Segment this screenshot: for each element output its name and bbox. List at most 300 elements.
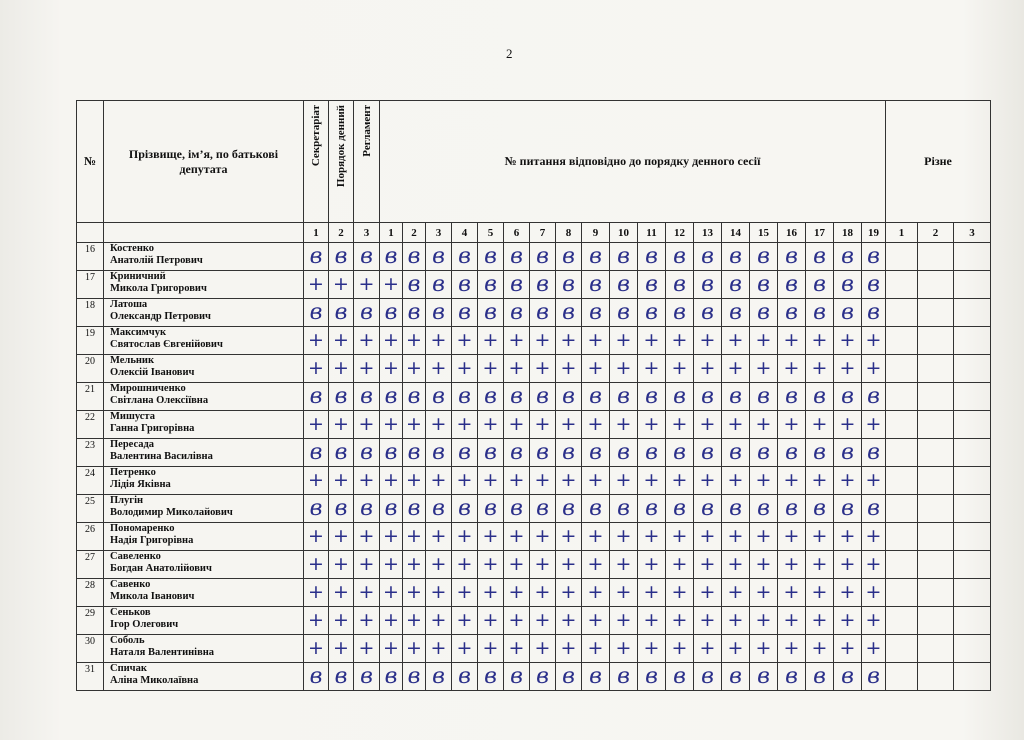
- vote-cell: [666, 663, 694, 691]
- vote-for-mark: +: [755, 469, 772, 491]
- vote-for-mark: +: [560, 637, 577, 659]
- page-number: 2: [506, 46, 513, 61]
- vote-cell: [556, 243, 582, 271]
- vote-cell: [694, 579, 722, 607]
- vote-cell: [426, 243, 452, 271]
- vote-absent-mark: в: [645, 384, 658, 409]
- vote-cell: [403, 607, 426, 635]
- vote-for-mark: +: [643, 581, 660, 603]
- vote-cell: [778, 243, 806, 271]
- vote-cell: [380, 383, 403, 411]
- vote-cell: [806, 327, 834, 355]
- vote-absent-mark: в: [673, 440, 686, 465]
- vote-cell: [750, 439, 778, 467]
- vote-cell: [638, 299, 666, 327]
- vote-cell: [582, 495, 610, 523]
- vote-absent-mark: в: [334, 496, 348, 521]
- vote-absent-mark: в: [729, 440, 742, 465]
- misc-cell: [886, 551, 918, 579]
- vote-cell: [610, 327, 638, 355]
- vote-absent-mark: в: [458, 244, 471, 269]
- vote-for-mark: +: [508, 525, 525, 547]
- vote-cell: [304, 327, 329, 355]
- vote-for-mark: +: [482, 637, 499, 659]
- vote-cell: [452, 523, 478, 551]
- vote-cell: [504, 271, 530, 299]
- misc-cell: [918, 383, 954, 411]
- vote-cell: [504, 467, 530, 495]
- vote-for-mark: +: [727, 329, 744, 351]
- vote-cell: [610, 383, 638, 411]
- vote-for-mark: +: [811, 357, 828, 379]
- vote-for-mark: +: [811, 329, 828, 351]
- deputy-surname: Пономаренко: [110, 523, 175, 534]
- vote-for-mark: +: [643, 469, 660, 491]
- vote-absent-mark: в: [432, 384, 445, 409]
- deputy-name: [104, 551, 304, 579]
- vote-cell: [354, 439, 380, 467]
- vote-for-mark: +: [560, 525, 577, 547]
- deputy-surname: Костенко: [110, 243, 155, 254]
- vote-cell: [403, 523, 426, 551]
- vote-absent-mark: в: [309, 664, 323, 689]
- vote-absent-mark: в: [645, 300, 658, 325]
- vote-absent-mark: в: [673, 244, 686, 269]
- vote-cell: [304, 439, 329, 467]
- vote-cell: [452, 439, 478, 467]
- vote-cell: [504, 439, 530, 467]
- vote-cell: [403, 299, 426, 327]
- vote-cell: [478, 439, 504, 467]
- vote-absent-mark: в: [458, 300, 471, 325]
- vote-cell: [380, 551, 403, 579]
- vote-cell: [862, 299, 886, 327]
- vote-cell: [452, 411, 478, 439]
- vote-for-mark: +: [482, 581, 499, 603]
- vote-for-mark: +: [839, 525, 856, 547]
- vote-cell: [354, 495, 380, 523]
- vote-cell: [530, 439, 556, 467]
- vote-for-mark: +: [865, 469, 882, 491]
- vote-absent-mark: в: [785, 384, 798, 409]
- deputy-surname: Петренко: [110, 467, 156, 478]
- vote-for-mark: +: [643, 553, 660, 575]
- deputy-given-names: Наталя Валентинівна: [110, 647, 215, 658]
- vote-cell: [380, 439, 403, 467]
- vote-for-mark: +: [482, 525, 499, 547]
- vote-absent-mark: в: [562, 300, 575, 325]
- vote-cell: [862, 271, 886, 299]
- vote-absent-mark: в: [309, 440, 323, 465]
- vote-cell: [530, 411, 556, 439]
- vote-cell: [638, 411, 666, 439]
- vote-absent-mark: в: [813, 440, 826, 465]
- table-row: [77, 551, 991, 579]
- vote-absent-mark: в: [673, 300, 686, 325]
- vote-cell: [722, 355, 750, 383]
- vote-cell: [778, 607, 806, 635]
- vote-for-mark: +: [615, 469, 632, 491]
- vote-cell: [530, 355, 556, 383]
- vote-absent-mark: в: [785, 300, 798, 325]
- row-number: 30: [77, 635, 104, 663]
- vote-absent-mark: в: [645, 664, 658, 689]
- vote-for-mark: +: [587, 525, 604, 547]
- vote-absent-mark: в: [785, 272, 798, 297]
- vote-absent-mark: в: [432, 300, 445, 325]
- vote-cell: [504, 523, 530, 551]
- vote-cell: [504, 635, 530, 663]
- row-number: 26: [77, 523, 104, 551]
- vote-for-mark: +: [699, 413, 716, 435]
- vote-cell: [582, 439, 610, 467]
- vote-cell: [478, 579, 504, 607]
- vote-cell: [722, 299, 750, 327]
- deputy-name: [104, 607, 304, 635]
- vote-cell: [638, 607, 666, 635]
- vote-for-mark: +: [671, 525, 688, 547]
- vote-cell: [354, 383, 380, 411]
- vote-for-mark: +: [383, 609, 399, 631]
- vote-cell: [452, 355, 478, 383]
- vote-cell: [329, 411, 354, 439]
- vote-absent-mark: в: [407, 496, 421, 521]
- vote-cell: [478, 607, 504, 635]
- vote-cell: [666, 523, 694, 551]
- vote-for-mark: +: [333, 329, 349, 351]
- vote-cell: [806, 411, 834, 439]
- vote-cell: [426, 411, 452, 439]
- vote-cell: [329, 439, 354, 467]
- vote-cell: [694, 523, 722, 551]
- vote-absent-mark: в: [589, 440, 602, 465]
- column-number-row: [77, 223, 991, 243]
- column-number: 18: [834, 223, 862, 243]
- vote-for-mark: +: [534, 525, 551, 547]
- vote-for-mark: +: [534, 637, 551, 659]
- vote-absent-mark: в: [757, 440, 770, 465]
- vote-cell: [403, 467, 426, 495]
- vote-for-mark: +: [383, 329, 399, 351]
- vote-cell: [610, 607, 638, 635]
- column-number: 5: [478, 223, 504, 243]
- vote-cell: [380, 607, 403, 635]
- vote-cell: [862, 383, 886, 411]
- misc-cell: [918, 467, 954, 495]
- deputy-surname: Мирошниченко: [110, 383, 186, 394]
- vote-for-mark: +: [430, 469, 447, 491]
- vote-cell: [329, 271, 354, 299]
- vote-cell: [610, 663, 638, 691]
- vote-for-mark: +: [587, 553, 604, 575]
- vote-absent-mark: в: [562, 440, 575, 465]
- vote-cell: [666, 635, 694, 663]
- vote-absent-mark: в: [729, 384, 742, 409]
- vote-cell: [354, 243, 380, 271]
- vote-absent-mark: в: [536, 384, 549, 409]
- vote-for-mark: +: [560, 581, 577, 603]
- column-number: 1: [304, 223, 329, 243]
- vote-for-mark: +: [587, 357, 604, 379]
- vote-for-mark: +: [755, 637, 772, 659]
- vote-cell: [582, 523, 610, 551]
- vote-cell: [530, 243, 556, 271]
- vote-cell: [778, 551, 806, 579]
- vote-for-mark: +: [699, 357, 716, 379]
- vote-cell: [834, 467, 862, 495]
- vote-for-mark: +: [308, 525, 324, 547]
- vote-absent-mark: в: [867, 244, 880, 269]
- vote-cell: [452, 663, 478, 691]
- vote-for-mark: +: [358, 413, 375, 435]
- vote-absent-mark: в: [407, 244, 421, 269]
- vote-cell: [694, 551, 722, 579]
- vote-cell: [722, 579, 750, 607]
- vote-for-mark: +: [430, 609, 447, 631]
- vote-for-mark: +: [534, 357, 551, 379]
- header-agenda: Порядок денний: [329, 101, 354, 223]
- vote-for-mark: +: [811, 553, 828, 575]
- vote-cell: [722, 663, 750, 691]
- misc-cell: [886, 299, 918, 327]
- vote-absent-mark: в: [757, 244, 770, 269]
- vote-absent-mark: в: [562, 664, 575, 689]
- vote-cell: [304, 411, 329, 439]
- vote-absent-mark: в: [510, 664, 523, 689]
- vote-cell: [582, 467, 610, 495]
- vote-for-mark: +: [699, 469, 716, 491]
- vote-cell: [694, 383, 722, 411]
- vote-cell: [504, 411, 530, 439]
- vote-for-mark: +: [456, 469, 473, 491]
- deputy-given-names: Ігор Олегович: [110, 619, 179, 630]
- vote-absent-mark: в: [701, 244, 714, 269]
- vote-for-mark: +: [560, 413, 577, 435]
- vote-cell: [638, 243, 666, 271]
- vote-cell: [452, 243, 478, 271]
- vote-cell: [426, 635, 452, 663]
- vote-cell: [834, 299, 862, 327]
- vote-for-mark: +: [839, 581, 856, 603]
- deputy-surname: Мельник: [110, 355, 155, 366]
- vote-cell: [694, 663, 722, 691]
- vote-absent-mark: в: [384, 244, 398, 269]
- header-regulation: Регламент: [354, 101, 380, 223]
- vote-cell: [666, 439, 694, 467]
- vote-absent-mark: в: [334, 664, 348, 689]
- row-number: 27: [77, 551, 104, 579]
- vote-cell: [556, 271, 582, 299]
- vote-for-mark: +: [615, 581, 632, 603]
- deputy-surname: Криничний: [110, 271, 166, 282]
- vote-absent-mark: в: [458, 664, 471, 689]
- vote-cell: [582, 663, 610, 691]
- vote-cell: [778, 327, 806, 355]
- row-number: 24: [77, 467, 104, 495]
- vote-absent-mark: в: [562, 272, 575, 297]
- deputy-surname: Латоша: [110, 299, 148, 310]
- deputy-name: [104, 299, 304, 327]
- vote-absent-mark: в: [562, 244, 575, 269]
- vote-for-mark: +: [308, 609, 324, 631]
- vote-for-mark: +: [333, 553, 349, 575]
- deputy-given-names: Володимир Миколайович: [110, 507, 233, 518]
- vote-cell: [478, 635, 504, 663]
- vote-for-mark: +: [430, 525, 447, 547]
- vote-cell: [778, 299, 806, 327]
- vote-absent-mark: в: [841, 272, 854, 297]
- vote-for-mark: +: [560, 609, 577, 631]
- deputy-name: [104, 411, 304, 439]
- vote-cell: [556, 439, 582, 467]
- vote-cell: [862, 467, 886, 495]
- table-row: [77, 411, 991, 439]
- vote-cell: [862, 523, 886, 551]
- vote-cell: [666, 411, 694, 439]
- vote-for-mark: +: [839, 357, 856, 379]
- deputy-surname: Спичак: [110, 663, 147, 674]
- vote-cell: [329, 579, 354, 607]
- vote-for-mark: +: [865, 525, 882, 547]
- vote-for-mark: +: [699, 525, 716, 547]
- vote-cell: [722, 383, 750, 411]
- vote-cell: [329, 383, 354, 411]
- vote-for-mark: +: [482, 469, 499, 491]
- vote-cell: [426, 579, 452, 607]
- vote-for-mark: +: [671, 413, 688, 435]
- vote-absent-mark: в: [701, 664, 714, 689]
- vote-absent-mark: в: [813, 496, 826, 521]
- vote-cell: [530, 327, 556, 355]
- vote-for-mark: +: [333, 637, 349, 659]
- vote-absent-mark: в: [484, 664, 497, 689]
- vote-cell: [504, 579, 530, 607]
- vote-for-mark: +: [783, 637, 800, 659]
- vote-for-mark: +: [755, 357, 772, 379]
- vote-cell: [556, 551, 582, 579]
- vote-cell: [862, 355, 886, 383]
- vote-cell: [380, 663, 403, 691]
- vote-cell: [452, 383, 478, 411]
- vote-absent-mark: в: [384, 440, 398, 465]
- vote-cell: [304, 467, 329, 495]
- vote-absent-mark: в: [536, 244, 549, 269]
- vote-cell: [556, 355, 582, 383]
- vote-cell: [504, 383, 530, 411]
- row-number: 16: [77, 243, 104, 271]
- deputy-name: [104, 327, 304, 355]
- vote-for-mark: +: [699, 637, 716, 659]
- vote-cell: [610, 551, 638, 579]
- vote-for-mark: +: [783, 609, 800, 631]
- vote-cell: [666, 579, 694, 607]
- vote-cell: [806, 635, 834, 663]
- vote-absent-mark: в: [510, 384, 523, 409]
- vote-absent-mark: в: [407, 272, 421, 297]
- vote-cell: [666, 467, 694, 495]
- deputy-surname: Максимчук: [110, 327, 167, 338]
- vote-cell: [778, 579, 806, 607]
- vote-cell: [834, 355, 862, 383]
- vote-for-mark: +: [333, 581, 349, 603]
- vote-cell: [530, 551, 556, 579]
- misc-cell: [954, 663, 991, 691]
- vote-cell: [380, 523, 403, 551]
- vote-cell: [329, 467, 354, 495]
- vote-absent-mark: в: [617, 272, 630, 297]
- vote-cell: [380, 299, 403, 327]
- vote-absent-mark: в: [407, 440, 421, 465]
- vote-cell: [666, 299, 694, 327]
- vote-for-mark: +: [308, 357, 324, 379]
- vote-cell: [354, 579, 380, 607]
- vote-for-mark: +: [358, 525, 375, 547]
- vote-cell: [478, 467, 504, 495]
- deputy-surname: Савенко: [110, 579, 151, 590]
- vote-for-mark: +: [727, 469, 744, 491]
- vote-cell: [403, 355, 426, 383]
- vote-cell: [426, 383, 452, 411]
- vote-cell: [694, 495, 722, 523]
- vote-for-mark: +: [671, 357, 688, 379]
- vote-cell: [638, 383, 666, 411]
- vote-cell: [426, 467, 452, 495]
- vote-cell: [504, 663, 530, 691]
- vote-cell: [530, 607, 556, 635]
- vote-absent-mark: в: [645, 440, 658, 465]
- misc-cell: [954, 355, 991, 383]
- vote-cell: [862, 411, 886, 439]
- vote-cell: [862, 663, 886, 691]
- vote-cell: [478, 411, 504, 439]
- vote-cell: [304, 523, 329, 551]
- deputy-given-names: Микола Іванович: [110, 591, 195, 602]
- vote-cell: [304, 243, 329, 271]
- vote-cell: [638, 663, 666, 691]
- vote-for-mark: +: [615, 637, 632, 659]
- vote-absent-mark: в: [360, 244, 373, 269]
- misc-cell: [954, 243, 991, 271]
- vote-cell: [478, 271, 504, 299]
- vote-cell: [694, 327, 722, 355]
- vote-for-mark: +: [430, 413, 447, 435]
- vote-cell: [778, 663, 806, 691]
- deputy-name: [104, 579, 304, 607]
- deputy-name: [104, 243, 304, 271]
- vote-for-mark: +: [358, 581, 375, 603]
- vote-absent-mark: в: [841, 300, 854, 325]
- deputy-given-names: Надія Григорівна: [110, 535, 194, 546]
- vote-cell: [452, 551, 478, 579]
- vote-cell: [694, 607, 722, 635]
- vote-cell: [806, 523, 834, 551]
- vote-for-mark: +: [727, 413, 744, 435]
- vote-cell: [380, 635, 403, 663]
- vote-cell: [778, 495, 806, 523]
- vote-for-mark: +: [671, 609, 688, 631]
- deputy-name: [104, 355, 304, 383]
- misc-cell: [886, 327, 918, 355]
- vote-for-mark: +: [308, 553, 324, 575]
- vote-for-mark: +: [865, 637, 882, 659]
- vote-for-mark: +: [560, 553, 577, 575]
- vote-cell: [426, 551, 452, 579]
- vote-for-mark: +: [430, 581, 447, 603]
- deputy-surname: Мишуста: [110, 411, 155, 422]
- vote-for-mark: +: [482, 609, 499, 631]
- vote-absent-mark: в: [701, 440, 714, 465]
- vote-cell: [478, 243, 504, 271]
